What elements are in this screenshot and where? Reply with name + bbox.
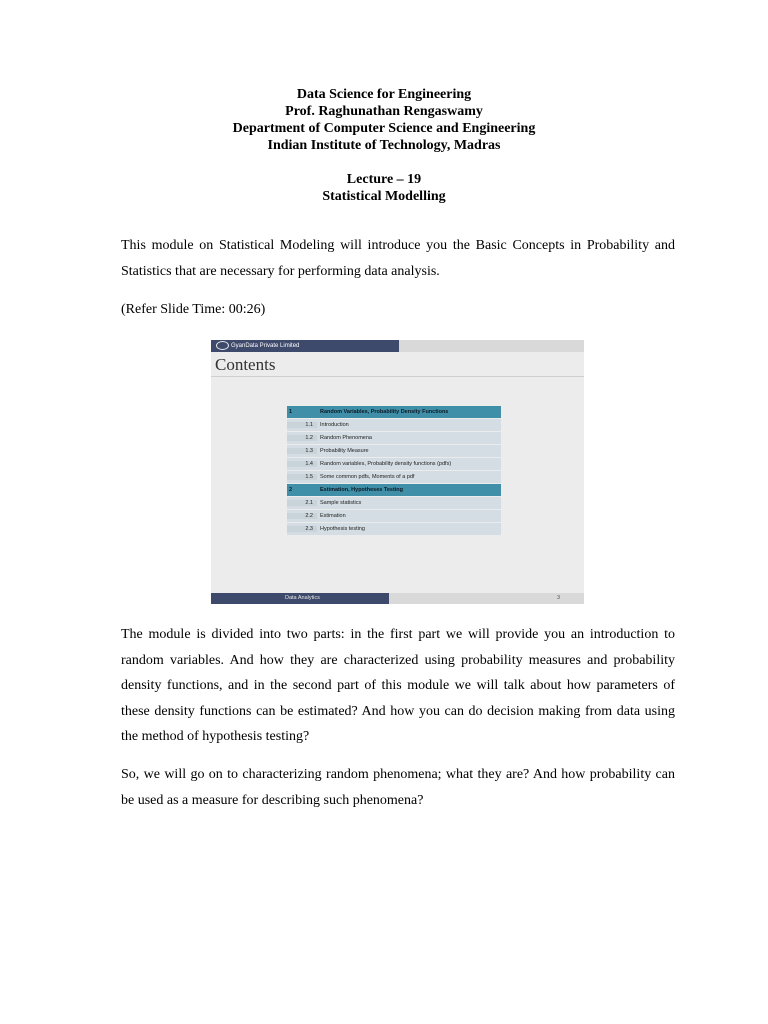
toc-number: 2.2 [287, 513, 317, 519]
toc-item-row [287, 510, 501, 522]
toc-number: 1.5 [287, 474, 317, 480]
toc-item-row [287, 458, 501, 470]
toc-number: 2 [289, 487, 293, 493]
document-header [0, 86, 768, 154]
institute-name: Indian Institute of Technology, Madras [267, 138, 501, 153]
intro-paragraph: This module on Statistical Modeling will introduce you the Basic Concepts in Probability and Statistics that are necessary for performing data analysis. [121, 238, 675, 279]
toc-number: 1 [289, 409, 293, 415]
slide-page-number: 3 [556, 595, 560, 601]
slide-footer-label: Data Analytics [285, 595, 320, 601]
toc-number: 1.2 [287, 435, 317, 441]
lecture-slide-image [211, 340, 584, 604]
toc-item-row [287, 419, 501, 431]
slide-title: Contents [215, 355, 276, 374]
toc-number: 2.3 [287, 526, 317, 532]
slide-company-name: GyanData Private Limited [231, 343, 300, 349]
professor-name: Prof. Raghunathan Rengaswamy [285, 104, 483, 119]
toc-item-row [287, 523, 501, 535]
toc-text: Random Phenomena [320, 435, 372, 441]
company-logo-icon [216, 341, 229, 350]
module-parts-paragraph: The module is divided into two parts: in the first part we will provide you an introduction to random variables. And how they are characterized using probability measures and probability density functions, and in the second part of this module we will talk about how parameters of these density functions can be estimated? And how you can do decision making from data using the method of hypothesis testing? [121, 627, 675, 744]
toc-text: Hypothesis testing [320, 526, 365, 532]
toc-text: Random variables, Probability density functions (pdfs) [320, 461, 452, 467]
toc-number: 1.3 [287, 448, 317, 454]
toc-text: Introduction [320, 422, 349, 428]
random-phenomena-paragraph: So, we will go on to characterizing random phenomena; what they are? And how probability can be used as a measure for describing such phenomena? [121, 767, 675, 808]
course-title: Data Science for Engineering [296, 87, 472, 102]
toc-item-row [287, 471, 501, 483]
toc-number: 1.4 [287, 461, 317, 467]
toc-item-row [287, 432, 501, 444]
lecture-number: Lecture – 19 [346, 172, 422, 187]
toc-item-row [287, 445, 501, 457]
toc-number: 1.1 [287, 422, 317, 428]
department-name: Department of Computer Science and Engineering [232, 121, 536, 136]
toc-section-row [287, 406, 501, 418]
toc-text: Estimation [320, 513, 346, 519]
slide-divider [211, 376, 584, 377]
toc-text: Sample statistics [320, 500, 362, 506]
toc-text: Some common pdfs, Moments of a pdf [320, 474, 415, 480]
toc-number: 2.1 [287, 500, 317, 506]
lecture-heading [0, 171, 768, 205]
slide-time-reference: (Refer Slide Time: 00:26) [121, 302, 266, 317]
contents-table [287, 406, 501, 536]
lecture-title: Statistical Modelling [322, 189, 446, 204]
toc-text: Random Variables, Probability Density Functions [320, 409, 449, 415]
toc-text: Estimation, Hypotheses Testing [320, 487, 404, 493]
toc-item-row [287, 497, 501, 509]
toc-section-row [287, 484, 501, 496]
toc-text: Probability Measure [320, 448, 369, 454]
